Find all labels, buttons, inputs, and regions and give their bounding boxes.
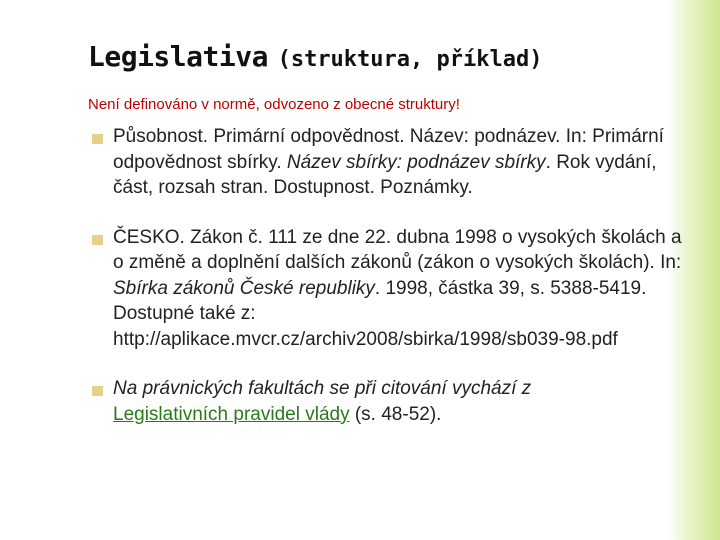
bullet-text: (s. 48-52). <box>349 403 442 425</box>
bullet-item-example <box>88 225 688 353</box>
bullet-text-italic: Sbírka zákonů České republiky <box>113 277 375 299</box>
bullet-text-italic: Název sbírky: podnázev sbírky <box>286 151 546 173</box>
bullet-text: . Rok vydání, část, rozsah stran. Dostupnost. Poznámky. <box>113 151 657 198</box>
bullet-item-structure <box>88 124 688 201</box>
bullet-marker-icon <box>92 386 103 396</box>
bullet-marker-icon <box>92 134 103 144</box>
legislative-rules-link[interactable]: Legislativních pravidel vlády <box>113 403 350 425</box>
title-sub: (struktura, příklad) <box>277 47 543 72</box>
bullet-text: Působnost. Primární odpovědnost. Název: podnázev. In: Primární odpovědnost sbírky. <box>113 126 664 173</box>
bullet-marker-icon <box>92 235 103 245</box>
slide-title <box>88 40 542 73</box>
bullet-text: . 1998, částka 39, s. 5388-5419. Dostupné také z: http://aplikace.mvcr.cz/archiv2008/sbirka/1998/sb039-98.pdf <box>113 277 647 350</box>
bullet-list <box>88 124 688 427</box>
bullet-text-italic: Na právnických fakultách se při citování vychází z <box>113 378 532 399</box>
title-main: Legislativa <box>88 40 268 73</box>
bullet-item-note <box>88 376 688 427</box>
slide-subtitle: Není definováno v normě, odvozeno z obecné struktury! <box>88 96 460 113</box>
bullet-text: ČESKO. Zákon č. 111 ze dne 22. dubna 1998 o vysokých školách a o změně a doplnění dalších zákonů (zákon o vysokých školách). In: <box>113 226 682 273</box>
